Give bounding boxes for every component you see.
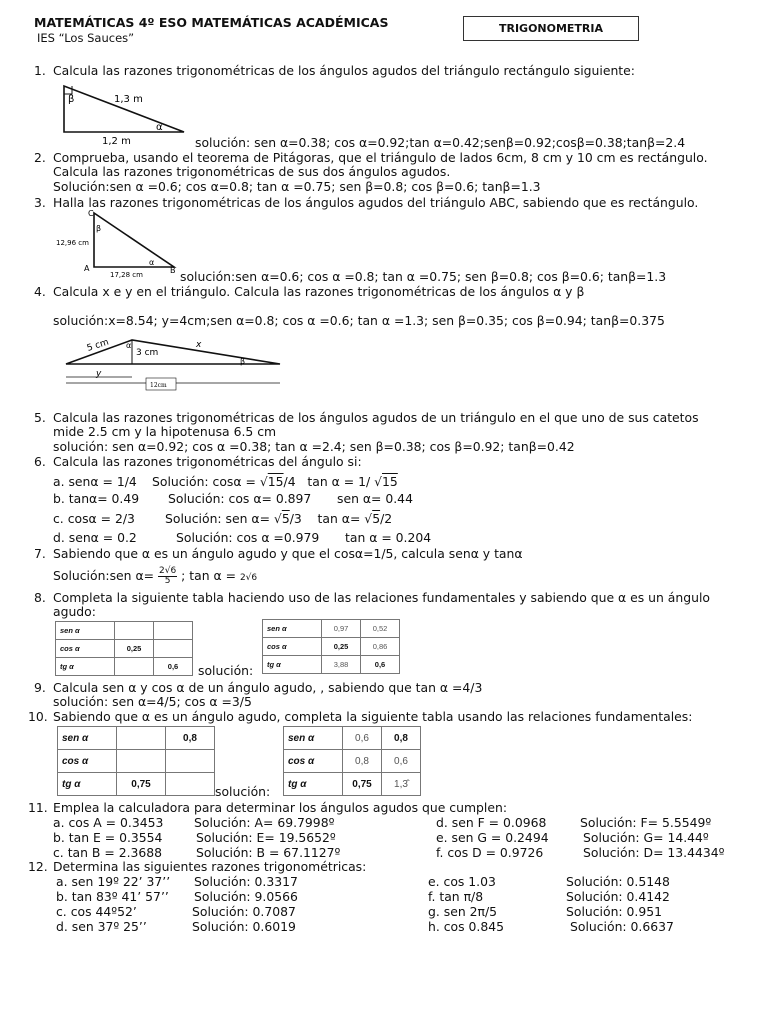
p6d-question: d. senα = 0.2 xyxy=(53,530,137,545)
p7-fraction xyxy=(158,567,177,586)
p12-item-e: e. cos 1.03 xyxy=(428,874,496,889)
p11-item-b-solution: Solución: E= 19.5652º xyxy=(196,830,336,845)
problem-9-number: 9. xyxy=(34,680,46,695)
table-row xyxy=(284,773,421,796)
p12-item-g-solution: Solución: 0.951 xyxy=(566,904,663,919)
page-title: MATEMÁTICAS 4º ESO MATEMÁTICAS ACADÉMICAS xyxy=(34,15,389,30)
problem-2-number: 2. xyxy=(34,150,46,165)
p6c-tan-text: tan α= xyxy=(317,511,361,526)
fig4-total-label: 12cm xyxy=(150,382,167,389)
fig4-height-label: 3 cm xyxy=(136,348,159,358)
table-cell: 0,6 xyxy=(154,658,193,676)
table-cell[interactable] xyxy=(117,750,166,773)
p6a-tan-text: tan α = 1/ xyxy=(307,474,371,489)
table-cell: 0,25 xyxy=(115,640,154,658)
table-row xyxy=(263,638,400,656)
problem-9-text: Calcula sen α y cos α de un ángulo agudo, , sabiendo que tan α =4/3 xyxy=(53,680,483,695)
problem-12-text: Determina las siguientes razones trigonométricas: xyxy=(53,859,367,874)
fig3-side-label: 12,96 cm xyxy=(56,239,89,247)
table-cell: 0,6 xyxy=(343,727,382,750)
p11-item-c-solution: Solución: B = 67.1127º xyxy=(196,845,341,860)
problem-1-text: Calcula las razones trigonométricas de los ángulos agudos del triángulo rectángulo siguiente: xyxy=(53,63,635,78)
problem-10-text: Sabiendo que α es un ángulo agudo, completa la siguiente tabla usando las relaciones fundamentales: xyxy=(53,709,693,724)
p6c-root1-value: 5 xyxy=(281,511,290,526)
p6a-root1: √15 xyxy=(259,474,284,489)
problem-6-number: 6. xyxy=(34,454,46,469)
problem-9-solution: solución: sen α=4/5; cos α =3/5 xyxy=(53,694,252,709)
fig4-x-label: x xyxy=(196,340,202,350)
fig3-vertex-b: B xyxy=(170,266,176,275)
p7-frac-num: 2√6 xyxy=(158,566,177,576)
p6a-root2: √15 xyxy=(374,474,398,489)
table-cell[interactable] xyxy=(115,658,154,676)
problem-4-solution: solución:x=8.54; y=4cm;sen α=0.8; cos α =0.6; tan α =1.3; sen β=0.35; cos β=0.94; tanβ=0.375 xyxy=(53,313,665,328)
p7-tan-text: ; tan α = xyxy=(181,568,236,583)
problem-2-line1: Comprueba, usando el teorema de Pitágoras, que el triángulo de lados 6cm, 8 cm y 10 cm es rectángulo. xyxy=(53,150,708,165)
p11-item-e-solution: Solución: G= 14.44º xyxy=(583,830,709,845)
fig1-base-label: 1,2 m xyxy=(102,136,131,147)
school-name: IES “Los Sauces” xyxy=(37,31,135,45)
p10-answer-table xyxy=(283,726,421,796)
triangle-figure-4 xyxy=(60,334,285,396)
p12-item-h-solution: Solución: 0.6637 xyxy=(570,919,674,934)
p6c-question: c. cosα = 2/3 xyxy=(53,511,135,526)
triangle-figure-abc xyxy=(54,205,182,281)
problem-5-line1: Calcula las razones trigonométricas de los ángulos agudos de un triángulo en el que uno de sus catetos xyxy=(53,410,699,425)
problem-2-line2: Calcula las razones trigonométricas de sus dos ángulos agudos. xyxy=(53,164,451,179)
problem-7-text: Sabiendo que α es un ángulo agudo y que el cosα=1/5, calcula senα y tanα xyxy=(53,546,523,561)
table-cell: 3,88 xyxy=(322,656,361,674)
problem-6-text: Calcula las razones trigonométricas del ángulo si: xyxy=(53,454,362,469)
p6d-solution-tan: tan α = 0.204 xyxy=(345,530,432,545)
table-cell: 0,25 xyxy=(322,638,361,656)
table-cell: 1,3̂ xyxy=(382,773,421,796)
fig3-base-label: 17,28 cm xyxy=(110,271,143,279)
p11-item-b: b. tan E = 0.3554 xyxy=(53,830,163,845)
p12-item-e-solution: Solución: 0.5148 xyxy=(566,874,670,889)
p6a-sol-den: /4 xyxy=(283,474,296,489)
p7-sol-text: Solución:sen α= xyxy=(53,568,155,583)
table-cell: cos α xyxy=(263,638,322,656)
problem-7-number: 7. xyxy=(34,546,46,561)
p6c-solution xyxy=(165,512,392,526)
p11-item-a-solution: Solución: A= 69.7998º xyxy=(194,815,335,830)
p6c-root2-value: 5 xyxy=(372,511,381,526)
p11-item-c: c. tan B = 2.3688 xyxy=(53,845,163,860)
p6c-tan-den: /2 xyxy=(380,511,393,526)
table-row xyxy=(58,727,215,750)
fig3-alpha: α xyxy=(149,258,155,267)
fig1-beta: β xyxy=(68,94,75,105)
table-cell: tg α xyxy=(263,656,322,674)
p6a-root1-value: 15 xyxy=(267,474,284,489)
p12-item-d: d. sen 37º 25’’ xyxy=(56,919,147,934)
problem-3-number: 3. xyxy=(34,195,46,210)
fig4-alpha: α xyxy=(126,341,132,350)
table-cell: tg α xyxy=(284,773,343,796)
table-cell: sen α xyxy=(263,620,322,638)
p12-item-c: c. cos 44º52’ xyxy=(56,904,137,919)
p11-item-d: d. sen F = 0.0968 xyxy=(436,815,547,830)
p11-item-a: a. cos A = 0.3453 xyxy=(53,815,164,830)
problem-4-number: 4. xyxy=(34,284,46,299)
p12-item-a-solution: Solución: 0.3317 xyxy=(194,874,298,889)
triangle-figure-1 xyxy=(58,80,188,150)
problem-1-number: 1. xyxy=(34,63,46,78)
fig4-y-label: y xyxy=(96,369,102,379)
p7-frac-den: 5 xyxy=(164,576,171,586)
p11-item-f: f. cos D = 0.9726 xyxy=(436,845,544,860)
problem-8-line2: agudo: xyxy=(53,604,96,619)
problem-8-line1: Completa la siguiente tabla haciendo uso de las relaciones fundamentales y sabiendo que α es un ángulo xyxy=(53,590,710,605)
problem-11-number: 11. xyxy=(28,800,48,815)
p11-item-d-solution: Solución: F= 5.5549º xyxy=(580,815,712,830)
table-cell: tg α xyxy=(56,658,115,676)
p6b-solution-sen: sen α= 0.44 xyxy=(337,491,413,506)
table-cell: 0,75 xyxy=(343,773,382,796)
problem-3-text: Halla las razones trigonométricas de los ángulos agudos del triángulo ABC, sabiendo que es rectángulo. xyxy=(53,195,699,210)
table-cell: sen α xyxy=(56,622,115,640)
table-cell: 0,52 xyxy=(361,620,400,638)
fig4-side-label: 5 cm xyxy=(85,337,111,354)
problem-3-solution: solución:sen α=0.6; cos α =0.8; tan α =0.75; sen β=0.8; cos β=0.6; tanβ=1.3 xyxy=(180,269,667,284)
table-row xyxy=(263,620,400,638)
p8-solution-label: solución: xyxy=(198,663,254,678)
p12-item-f-solution: Solución: 0.4142 xyxy=(566,889,670,904)
table-row xyxy=(56,622,193,640)
p8-answer-table xyxy=(262,619,400,674)
p6b-question: b. tanα= 0.49 xyxy=(53,491,140,506)
fig1-alpha: α xyxy=(156,122,163,133)
problem-4-text: Calcula x e y en el triángulo. Calcula las razones trigonométricas de los ángulos α y β xyxy=(53,284,585,299)
p6a-sol-text: Solución: cosα = xyxy=(152,474,256,489)
p7-tan-value: 2√6 xyxy=(239,573,258,583)
p6a-question: a. senα = 1/4 xyxy=(53,474,137,489)
table-cell: cos α xyxy=(56,640,115,658)
table-cell[interactable] xyxy=(166,773,215,796)
p12-item-c-solution: Solución: 0.7087 xyxy=(192,904,296,919)
fig1-hyp-label: 1,3 m xyxy=(114,94,143,105)
problem-7-solution xyxy=(53,564,257,590)
table-cell: 0,8 xyxy=(382,727,421,750)
table-cell: 0,86 xyxy=(361,638,400,656)
p6c-sol-text: Solución: sen α= xyxy=(165,511,270,526)
problem-8-number: 8. xyxy=(34,590,46,605)
p12-item-f: f. tan π/8 xyxy=(428,889,484,904)
table-cell: 0,97 xyxy=(322,620,361,638)
p6a-solution xyxy=(152,475,398,489)
problem-11-text: Emplea la calculadora para determinar los ángulos agudos que cumplen: xyxy=(53,800,508,815)
p12-item-a: a. sen 19º 22’ 37’’ xyxy=(56,874,171,889)
p6c-root2: √5 xyxy=(364,511,381,526)
table-row xyxy=(263,656,400,674)
p12-item-g: g. sen 2π/5 xyxy=(428,904,498,919)
problem-10-number: 10. xyxy=(28,709,48,724)
problem-5-number: 5. xyxy=(34,410,46,425)
table-cell: cos α xyxy=(284,750,343,773)
table-cell[interactable] xyxy=(115,622,154,640)
table-cell: 0,6 xyxy=(382,750,421,773)
fig3-vertex-c: C xyxy=(88,209,94,218)
p12-item-b: b. tan 83º 41’ 57’’ xyxy=(56,889,169,904)
fig4-beta: β xyxy=(240,357,246,366)
p11-item-e: e. sen G = 0.2494 xyxy=(436,830,549,845)
table-row xyxy=(58,750,215,773)
table-cell: 0,6 xyxy=(361,656,400,674)
table-cell[interactable] xyxy=(117,727,166,750)
p6b-solution-cos: Solución: cos α= 0.897 xyxy=(168,491,312,506)
fig3-vertex-a: A xyxy=(84,264,90,273)
problem-1-solution: solución: sen α=0.38; cos α=0.92;tan α=0.42;senβ=0.92;cosβ=0.38;tanβ=2.4 xyxy=(195,135,686,150)
table-row xyxy=(56,640,193,658)
table-cell[interactable] xyxy=(154,622,193,640)
table-cell[interactable] xyxy=(166,750,215,773)
problem-5-solution: solución: sen α=0.92; cos α =0.38; tan α =2.4; sen β=0.38; cos β=0.92; tanβ=0.42 xyxy=(53,439,575,454)
table-cell: 0,75 xyxy=(117,773,166,796)
p11-item-f-solution: Solución: D= 13.4434º xyxy=(583,845,725,860)
table-row xyxy=(58,773,215,796)
p8-question-table xyxy=(55,621,193,676)
table-cell: cos α xyxy=(58,750,117,773)
table-cell: sen α xyxy=(284,727,343,750)
p6d-solution-cos: Solución: cos α =0.979 xyxy=(176,530,320,545)
p10-question-table xyxy=(57,726,215,796)
table-row xyxy=(56,658,193,676)
problem-5-line2: mide 2.5 cm y la hipotenusa 6.5 cm xyxy=(53,424,277,439)
p6a-root2-value: 15 xyxy=(382,474,398,489)
topic-box: TRIGONOMETRIA xyxy=(463,16,639,41)
table-cell: tg α xyxy=(58,773,117,796)
p6c-root1: √5 xyxy=(273,511,290,526)
p10-solution-label: solución: xyxy=(215,784,271,799)
problem-2-solution: Solución:sen α =0.6; cos α=0.8; tan α =0.75; sen β=0.8; cos β=0.6; tanβ=1.3 xyxy=(53,179,541,194)
table-cell: sen α xyxy=(58,727,117,750)
table-cell: 0,8 xyxy=(343,750,382,773)
p12-item-h: h. cos 0.845 xyxy=(428,919,504,934)
p6c-sol-den: /3 xyxy=(289,511,302,526)
fig3-beta: β xyxy=(96,224,102,233)
table-cell[interactable] xyxy=(154,640,193,658)
table-cell: 0,8 xyxy=(166,727,215,750)
table-row xyxy=(284,727,421,750)
p12-item-b-solution: Solución: 9.0566 xyxy=(194,889,298,904)
p12-item-d-solution: Solución: 0.6019 xyxy=(192,919,296,934)
problem-12-number: 12. xyxy=(28,859,48,874)
table-row xyxy=(284,750,421,773)
